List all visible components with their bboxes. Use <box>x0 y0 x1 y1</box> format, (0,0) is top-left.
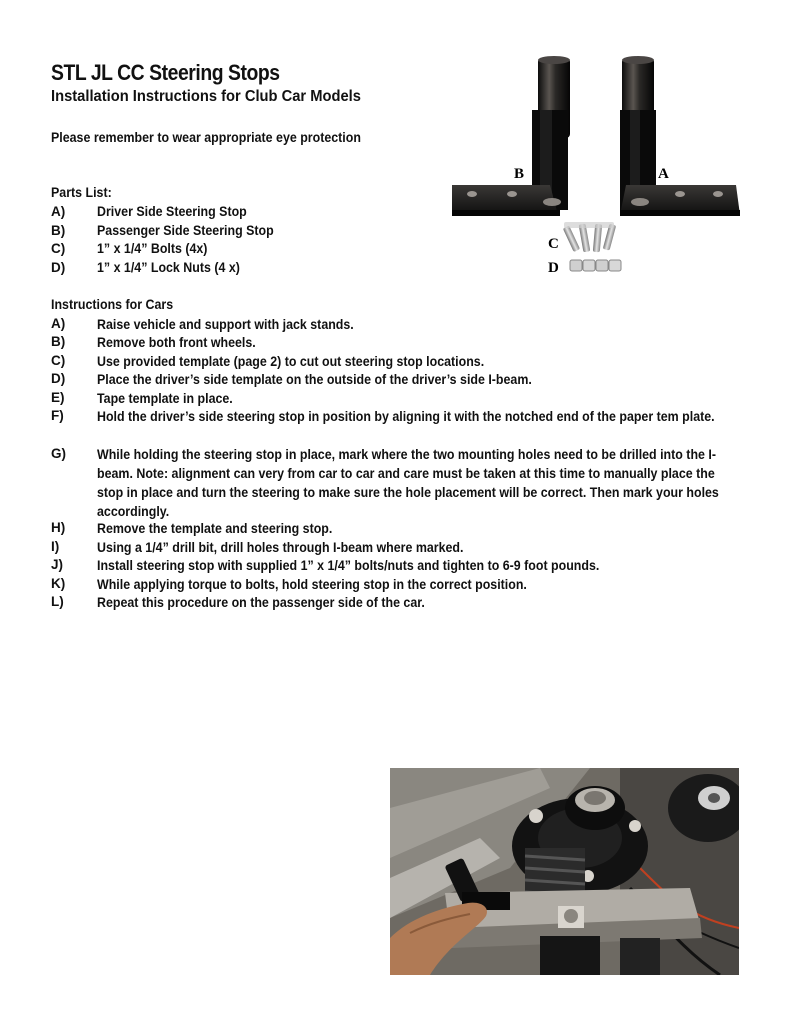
item-text: While holding the steering stop in place, mark where the two mounting holes need to be drilled into the I-beam. Note: alignment can very from car to car and care must be taken at this time to manually place the stop in place and turn the steering to make sure the hole placement will be correct. Then mark your holes accordingly. <box>97 447 719 519</box>
label-c: C <box>548 236 559 252</box>
item-key: L) <box>51 594 64 609</box>
item-key: J) <box>51 557 64 572</box>
item-key: B) <box>51 223 66 238</box>
item-text: Remove the template and steering stop. <box>97 521 333 536</box>
item-key: E) <box>51 390 65 405</box>
lock-nuts-d <box>570 260 621 271</box>
item-text: Hold the driver’s side steering stop in position by aligning it with the notched end of the paper tem plate. <box>97 409 715 424</box>
item-text: Install steering stop with supplied 1” x 1/4” bolts/nuts and tighten to 6-9 foot pounds. <box>97 558 600 573</box>
item-key: D) <box>51 260 66 275</box>
item-text: Repeat this procedure on the passenger side of the car. <box>97 595 425 610</box>
item-key: C) <box>51 353 66 368</box>
label-b: B <box>514 166 525 182</box>
item-key: F) <box>51 408 64 423</box>
bolts-c <box>563 222 616 252</box>
item-key: I) <box>51 539 60 554</box>
parts-heading: Parts List: <box>51 185 112 200</box>
steering-stop-b <box>452 56 570 216</box>
item-text: While applying torque to bolts, hold steering stop in the correct position. <box>97 577 527 592</box>
item-key: A) <box>51 204 66 219</box>
steering-stop-a <box>620 56 740 216</box>
item-key: H) <box>51 520 66 535</box>
label-d: D <box>548 260 559 276</box>
item-key: A) <box>51 316 66 331</box>
item-text: Remove both front wheels. <box>97 335 256 350</box>
parts-photo <box>440 50 740 290</box>
instructions-heading: Instructions for Cars <box>51 297 174 312</box>
item-key: B) <box>51 334 66 349</box>
item-key: D) <box>51 371 66 386</box>
item-text: Use provided template (page 2) to cut out steering stop locations. <box>97 354 485 369</box>
installation-photo <box>390 768 739 975</box>
item-text: Raise vehicle and support with jack stands. <box>97 317 354 332</box>
item-text: Tape template in place. <box>97 391 233 406</box>
item-key: G) <box>51 446 66 461</box>
item-key: C) <box>51 241 66 256</box>
item-text: Driver Side Steering Stop <box>97 204 247 219</box>
item-text: Place the driver’s side template on the outside of the driver’s side I-beam. <box>97 372 532 387</box>
item-text: 1” x 1/4” Lock Nuts (4 x) <box>97 260 240 275</box>
item-text: Using a 1/4” drill bit, drill holes through I-beam where marked. <box>97 540 464 555</box>
item-key: K) <box>51 576 66 591</box>
page-subtitle: Installation Instructions for Club Car Models <box>51 88 361 105</box>
label-a: A <box>658 166 669 182</box>
safety-note: Please remember to wear appropriate eye protection <box>51 130 361 145</box>
item-text: 1” x 1/4” Bolts (4x) <box>97 241 208 256</box>
page-title: STL JL CC Steering Stops <box>51 60 280 85</box>
item-text: Passenger Side Steering Stop <box>97 223 274 238</box>
